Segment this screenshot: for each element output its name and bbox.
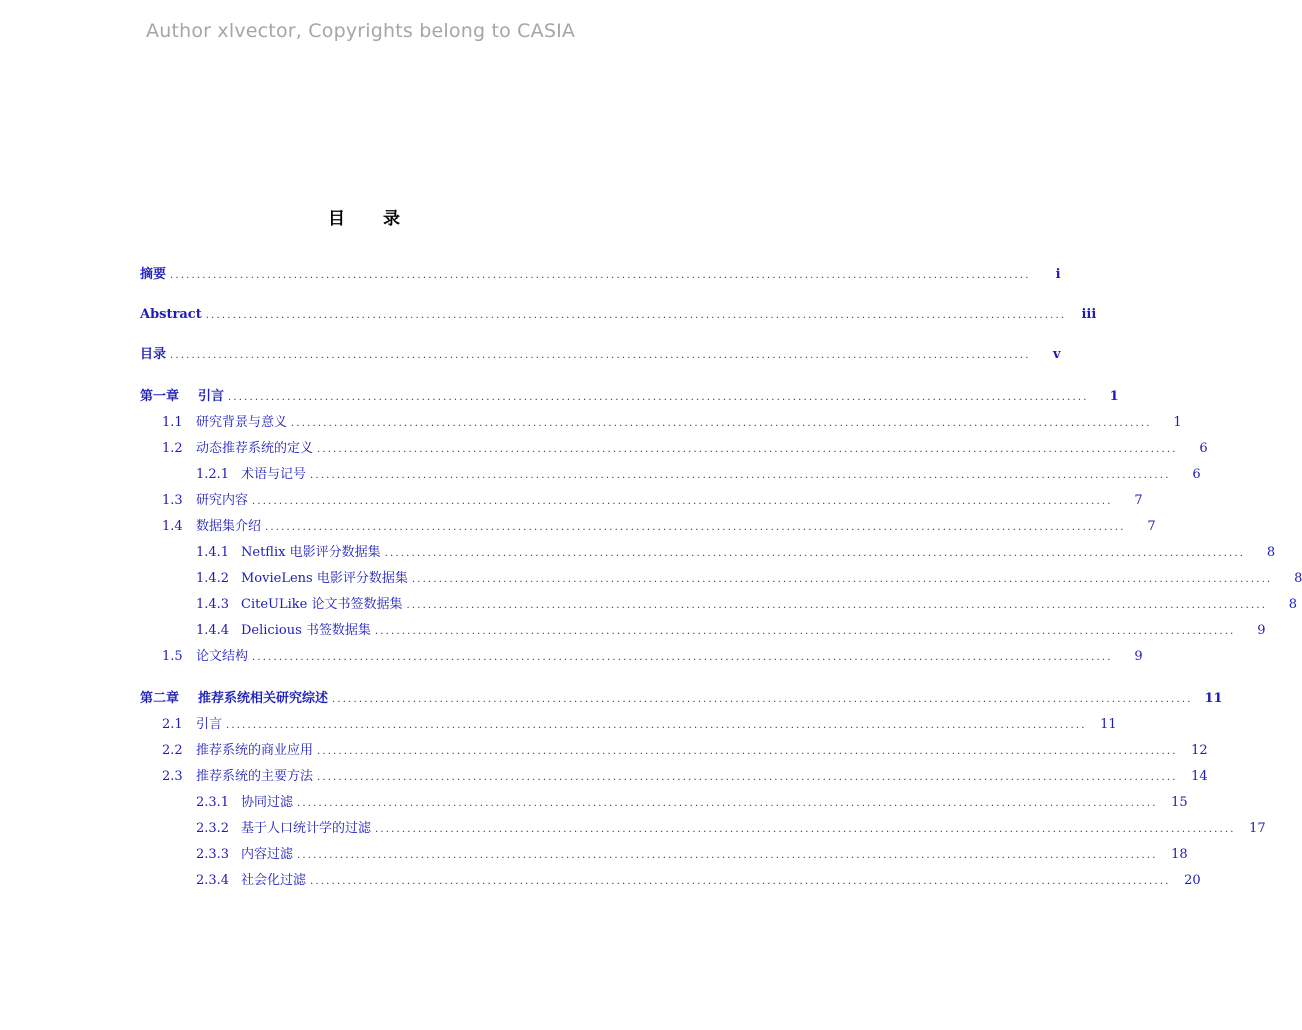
toc-entry-title[interactable]: 引言 bbox=[198, 389, 225, 404]
dot-leader: ................................................................................................................................................................ bbox=[228, 392, 1089, 403]
toc-entry-title[interactable]: 研究背景与意义 bbox=[196, 415, 288, 430]
toc-entry-number: 2.3.4 bbox=[196, 873, 230, 888]
toc-entry-number: 1.2.1 bbox=[196, 467, 230, 482]
toc-entry[interactable] bbox=[162, 716, 1117, 734]
toc-entry-number: 2.1 bbox=[162, 717, 183, 732]
toc-entry[interactable] bbox=[196, 846, 1188, 864]
toc-entry-number: 1.4 bbox=[162, 519, 183, 534]
toc-entry-page: 11 bbox=[1100, 717, 1117, 732]
dot-leader: ................................................................................................................................................................ bbox=[317, 746, 1178, 757]
toc-entry-title[interactable]: 内容过滤 bbox=[241, 847, 294, 862]
toc-entry-number: 1.4.2 bbox=[196, 571, 230, 586]
toc-entry-page: 15 bbox=[1171, 795, 1188, 810]
toc-entry[interactable] bbox=[196, 622, 1266, 640]
toc-entry[interactable] bbox=[140, 690, 1223, 708]
dot-leader: ................................................................................................................................................................ bbox=[205, 310, 1067, 321]
toc-entry-page: 8 bbox=[1294, 571, 1302, 586]
toc-entry-page: 1 bbox=[1173, 415, 1182, 430]
toc-entry-title[interactable]: 社会化过滤 bbox=[241, 873, 307, 888]
dot-leader: ................................................................................................................................................................ bbox=[252, 652, 1113, 663]
toc-entry[interactable] bbox=[162, 768, 1208, 786]
toc-entry-title[interactable]: 数据集介绍 bbox=[196, 519, 262, 534]
toc-entry-title[interactable]: 基于人口统计学的过滤 bbox=[241, 821, 372, 836]
toc-entry-title[interactable]: 动态推荐系统的定义 bbox=[196, 441, 314, 456]
toc-entry[interactable] bbox=[196, 820, 1266, 838]
dot-leader: ................................................................................................................................................................ bbox=[265, 522, 1126, 533]
toc-entry[interactable] bbox=[162, 440, 1208, 458]
toc-entry-title[interactable]: 目录 bbox=[140, 347, 167, 362]
toc-entry-page: 9 bbox=[1257, 623, 1266, 638]
toc-entry-title[interactable]: 推荐系统的主要方法 bbox=[196, 769, 314, 784]
toc-entry-number: 1.4.3 bbox=[196, 597, 230, 612]
toc-entry-title[interactable]: Abstract bbox=[140, 307, 202, 322]
dot-leader: ................................................................................................................................................................ bbox=[297, 850, 1158, 861]
dot-leader: ................................................................................................................................................................ bbox=[310, 470, 1171, 481]
toc-entry-title[interactable]: Delicious 书签数据集 bbox=[241, 623, 371, 638]
toc-entry-title[interactable]: MovieLens 电影评分数据集 bbox=[241, 571, 408, 586]
toc-entry-page: iii bbox=[1081, 307, 1097, 322]
dot-leader: ................................................................................................................................................................ bbox=[406, 600, 1268, 611]
page-title-char-1: 目 bbox=[328, 209, 345, 229]
toc-entry[interactable] bbox=[162, 492, 1143, 510]
dot-leader: ................................................................................................................................................................ bbox=[170, 350, 1031, 361]
toc-entry-page: 18 bbox=[1171, 847, 1188, 862]
dot-leader: ................................................................................................................................................................ bbox=[411, 574, 1273, 585]
toc-entry[interactable] bbox=[162, 414, 1182, 432]
toc-entry[interactable] bbox=[196, 466, 1201, 484]
toc-entry[interactable] bbox=[140, 266, 1061, 284]
toc-entry-title[interactable]: 推荐系统的商业应用 bbox=[196, 743, 314, 758]
dot-leader: ................................................................................................................................................................ bbox=[226, 720, 1087, 731]
toc-entry-page: 8 bbox=[1266, 545, 1276, 560]
dot-leader: ................................................................................................................................................................ bbox=[170, 270, 1031, 281]
toc-entry-number: 1.3 bbox=[162, 493, 183, 508]
dot-leader: ................................................................................................................................................................ bbox=[310, 876, 1171, 887]
toc-entry-number: 2.2 bbox=[162, 743, 183, 758]
toc-entry-title[interactable]: 引言 bbox=[196, 717, 223, 732]
toc-entry-title[interactable]: 推荐系统相关研究综述 bbox=[198, 691, 329, 706]
dot-leader: ................................................................................................................................................................ bbox=[297, 798, 1158, 809]
toc-entry-page: v bbox=[1053, 347, 1061, 362]
page-title-char-2: 录 bbox=[383, 209, 400, 229]
toc-entry-page: 6 bbox=[1192, 467, 1201, 482]
toc-entry-title[interactable]: CiteULike 论文书签数据集 bbox=[241, 597, 403, 612]
toc-entry-title[interactable]: 论文结构 bbox=[196, 649, 249, 664]
toc-entry[interactable] bbox=[196, 872, 1201, 890]
toc-entry-number: 第一章 bbox=[140, 389, 180, 404]
toc-entry-page: 8 bbox=[1288, 597, 1298, 612]
toc-entry[interactable] bbox=[140, 388, 1119, 406]
dot-leader: ................................................................................................................................................................ bbox=[375, 824, 1236, 835]
toc-entry-page: i bbox=[1055, 267, 1061, 282]
toc-entry[interactable] bbox=[140, 346, 1061, 364]
toc-entry-page: 20 bbox=[1184, 873, 1201, 888]
dot-leader: ................................................................................................................................................................ bbox=[332, 694, 1193, 705]
toc-entry[interactable] bbox=[140, 306, 1097, 324]
toc-entry-title[interactable]: Netflix 电影评分数据集 bbox=[241, 545, 381, 560]
dot-leader: ................................................................................................................................................................ bbox=[317, 772, 1178, 783]
toc-entry-page: 7 bbox=[1134, 493, 1143, 508]
toc-entry-page: 7 bbox=[1147, 519, 1156, 534]
dot-leader: ................................................................................................................................................................ bbox=[384, 548, 1246, 559]
toc-entry[interactable] bbox=[162, 518, 1156, 536]
toc-entry-number: 1.4.4 bbox=[196, 623, 230, 638]
toc-entry-number: 1.4.1 bbox=[196, 545, 230, 560]
toc-entry-number: 第二章 bbox=[140, 691, 180, 706]
dot-leader: ................................................................................................................................................................ bbox=[252, 496, 1113, 507]
watermark-text: Author xlvector, Copyrights belong to CASIA bbox=[146, 20, 576, 42]
toc-entry-number: 2.3 bbox=[162, 769, 183, 784]
toc-entry-number: 2.3.1 bbox=[196, 795, 230, 810]
toc-entry-title[interactable]: 摘要 bbox=[140, 267, 167, 282]
toc-entry-page: 12 bbox=[1191, 743, 1208, 758]
toc-entry[interactable] bbox=[196, 794, 1188, 812]
dot-leader: ................................................................................................................................................................ bbox=[317, 444, 1178, 455]
dot-leader: ................................................................................................................................................................ bbox=[374, 626, 1236, 637]
dot-leader: ................................................................................................................................................................ bbox=[291, 418, 1152, 429]
toc-entry-number: 2.3.3 bbox=[196, 847, 230, 862]
toc-entry-page: 11 bbox=[1204, 691, 1223, 706]
toc-entry-number: 1.2 bbox=[162, 441, 183, 456]
toc-entry-title[interactable]: 协同过滤 bbox=[241, 795, 294, 810]
toc-entry-page: 1 bbox=[1109, 389, 1119, 404]
toc-entry-page: 6 bbox=[1199, 441, 1208, 456]
toc-entry-page: 17 bbox=[1249, 821, 1266, 836]
page-title bbox=[0, 204, 728, 229]
toc-entry[interactable] bbox=[196, 570, 1302, 588]
toc-entry-number: 1.5 bbox=[162, 649, 183, 664]
toc-entry-number: 2.3.2 bbox=[196, 821, 230, 836]
toc-entry-title[interactable]: 研究内容 bbox=[196, 493, 249, 508]
toc-entry-title[interactable]: 术语与记号 bbox=[241, 467, 307, 482]
toc-entry[interactable] bbox=[196, 596, 1298, 614]
toc-entry-page: 9 bbox=[1134, 649, 1143, 664]
toc-entry[interactable] bbox=[162, 648, 1143, 666]
toc-entry-page: 14 bbox=[1191, 769, 1208, 784]
toc-entry[interactable] bbox=[196, 544, 1276, 562]
toc-entry[interactable] bbox=[162, 742, 1208, 760]
toc-entry-number: 1.1 bbox=[162, 415, 183, 430]
